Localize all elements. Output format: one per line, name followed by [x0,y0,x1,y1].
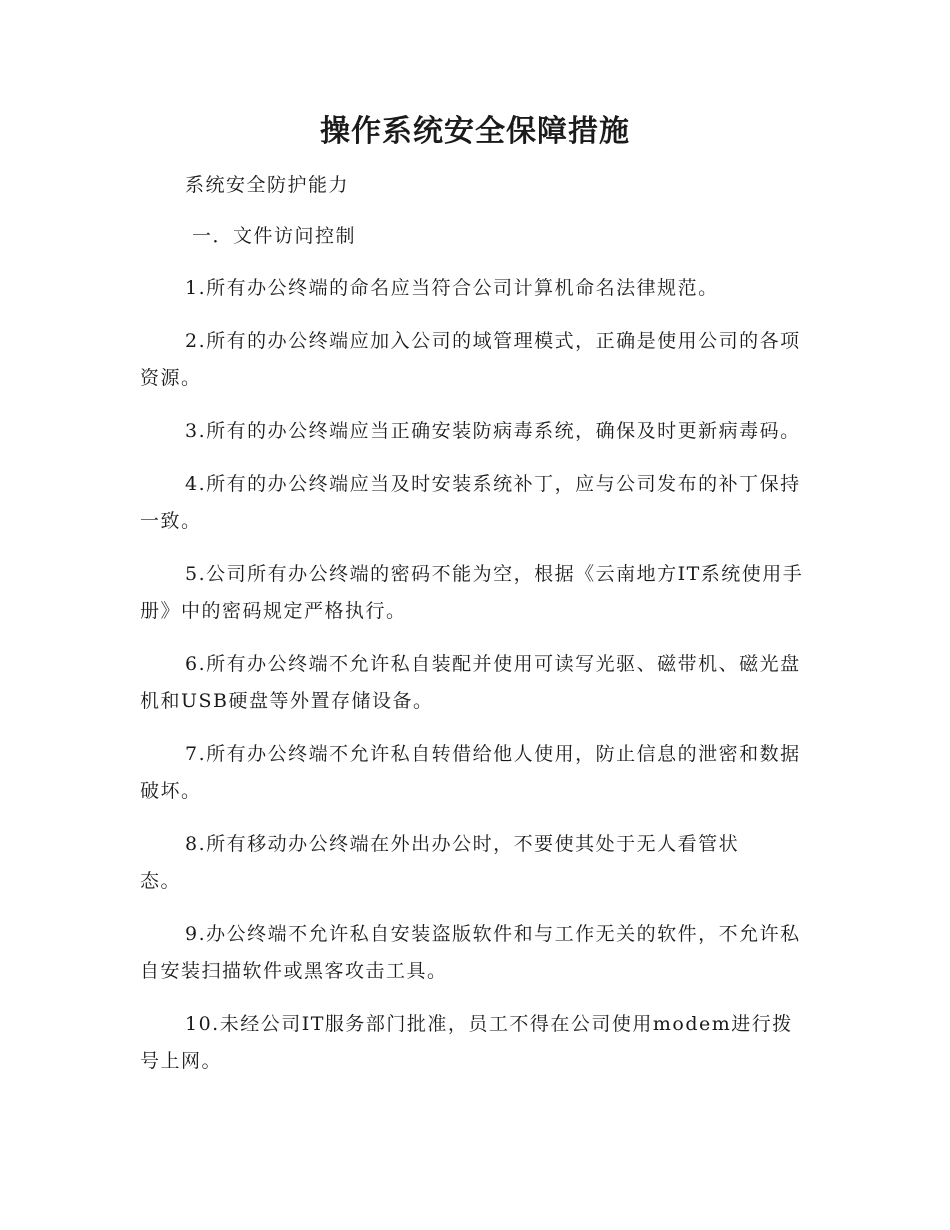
section-heading: 一．文件访问控制 [192,225,357,247]
list-item: 7.所有办公终端不允许私自转借给他人使用，防止信息的泄密和数据破坏。 [140,743,801,802]
list-item: 2.所有的办公终端应加入公司的域管理模式，正确是使用公司的各项资源。 [140,330,801,389]
document-subtitle: 系统安全防护能力 [185,174,350,196]
list-item: 3.所有的办公终端应当正确安装防病毒系统，确保及时更新病毒码。 [185,420,801,442]
list-item: 1.所有办公终端的命名应当符合公司计算机命名法律规范。 [185,277,719,299]
page-title: 操作系统安全保障措施 [320,114,630,149]
list-item: 6.所有办公终端不允许私自装配并使用可读写光驱、磁带机、磁光盘机和USB硬盘等外置存储设备。 [140,653,801,712]
list-item: 5.公司所有办公终端的密码不能为空，根据《云南地方IT系统使用手册》中的密码规定严格执行。 [140,563,804,622]
list-item: 10.未经公司IT服务部门批准，员工不得在公司使用modem进行拨号上网。 [140,1013,793,1072]
rule-list [140,270,812,1096]
list-item: 9.办公终端不允许私自安装盗版软件和与工作无关的软件，不允许私自安装扫描软件或黑客攻击工具。 [140,923,801,982]
list-item: 4.所有的办公终端应当及时安装系统补丁，应与公司发布的补丁保持一致。 [140,473,801,532]
list-item: 8.所有移动办公终端在外出办公时，不要使其处于无人看管状 态。 [140,833,740,892]
